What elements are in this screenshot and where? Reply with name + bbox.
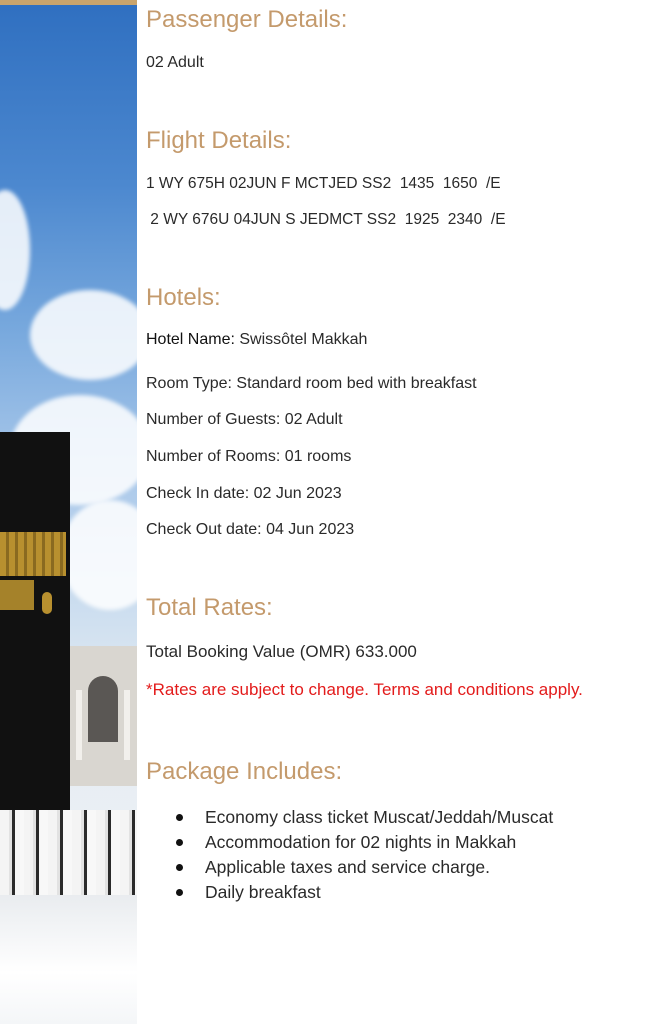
bullet-icon [176,864,183,871]
list-item [146,806,553,831]
package-item-text: Economy class ticket Muscat/Jeddah/Muscat [205,807,554,827]
mosque-arch [88,676,118,742]
rates-disclaimer: *Rates are subject to change. Terms and conditions apply. [146,680,583,699]
cloud [0,190,30,310]
room-type: Room Type: Standard room bed with breakfast [146,375,477,392]
hotel-name-value: Swissôtel Makkah [239,331,368,348]
marble-floor [0,895,137,1024]
passenger-count: 02 Adult [146,54,204,71]
bullet-icon [176,814,183,821]
list-item [146,881,553,906]
number-of-rooms: Number of Rooms: 01 rooms [146,448,352,465]
kaaba-photo [0,0,137,1024]
kaaba-gold-band [0,532,66,576]
bullet-icon [176,839,183,846]
list-item [146,856,553,881]
cloud [30,290,137,380]
mosque-column [76,690,82,760]
rates-heading: Total Rates: [146,594,273,621]
hotel-name-label: Hotel Name: [146,331,235,348]
kaaba [0,432,70,812]
flight-heading: Flight Details: [146,127,292,154]
total-booking-value: Total Booking Value (OMR) 633.000 [146,642,417,661]
accent-bar [0,0,137,5]
check-in-date: Check In date: 02 Jun 2023 [146,485,342,502]
passenger-heading: Passenger Details: [146,6,348,33]
package-item-text: Applicable taxes and service charge. [205,857,491,877]
kaaba-lamp [42,592,52,614]
mosque-column [124,690,130,760]
check-out-date: Check Out date: 04 Jun 2023 [146,521,355,538]
list-item [146,831,553,856]
number-of-guests: Number of Guests: 02 Adult [146,411,343,428]
flight-segment-2: 2 WY 676U 04JUN S JEDMCT SS2 1925 2340 /E [146,211,506,228]
package-item-text: Accommodation for 02 nights in Makkah [205,832,517,852]
package-item-text: Daily breakfast [205,882,321,902]
hotel-name-line [146,331,367,349]
pilgrims-crowd [0,810,137,900]
package-heading: Package Includes: [146,758,343,785]
kaaba-gold-panel [0,580,34,610]
cloud [60,500,137,610]
flight-segment-1: 1 WY 675H 02JUN F MCTJED SS2 1435 1650 /E [146,175,501,192]
hotels-heading: Hotels: [146,284,221,311]
package-list [146,806,553,906]
bullet-icon [176,889,183,896]
